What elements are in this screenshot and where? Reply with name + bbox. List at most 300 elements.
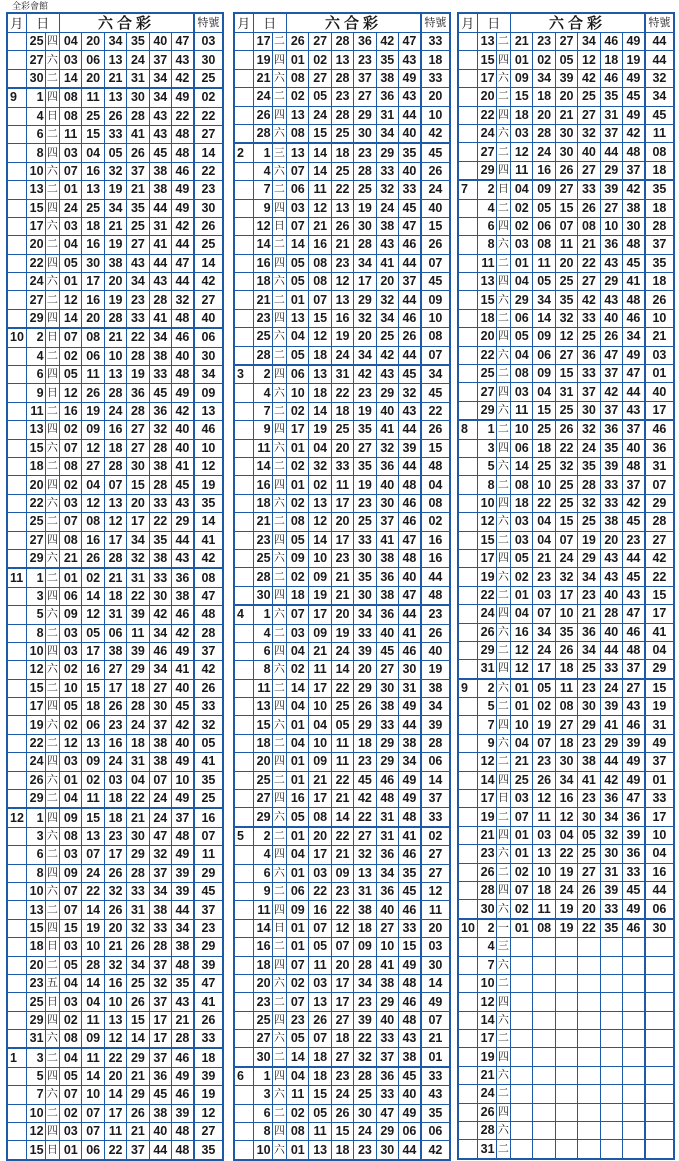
day-cell: 18 bbox=[477, 309, 496, 327]
draw-row bbox=[458, 660, 674, 679]
number-cell bbox=[533, 1103, 555, 1121]
number-cell bbox=[511, 1066, 533, 1084]
special-number-cell: 32 bbox=[194, 716, 223, 734]
draw-row bbox=[458, 734, 674, 752]
month-cell bbox=[7, 236, 26, 254]
special-number-cell: 31 bbox=[645, 716, 674, 734]
draw-row bbox=[7, 347, 223, 365]
number-cell: 49 bbox=[171, 384, 193, 402]
month-cell bbox=[7, 291, 26, 309]
number-cell: 17 bbox=[127, 513, 149, 531]
special-number-cell: 25 bbox=[194, 236, 223, 254]
number-cell: 25 bbox=[533, 457, 555, 475]
number-cell: 01 bbox=[287, 716, 309, 734]
draw-row bbox=[234, 199, 450, 217]
number-cell: 44 bbox=[622, 383, 644, 401]
number-cell: 47 bbox=[149, 827, 171, 845]
weekday-cell: 六 bbox=[496, 346, 511, 364]
number-cell: 22 bbox=[149, 513, 171, 531]
special-number-cell: 09 bbox=[421, 291, 450, 309]
special-number-cell: 01 bbox=[645, 771, 674, 789]
weekday-cell: 四 bbox=[496, 771, 511, 789]
special-number-cell: 19 bbox=[194, 476, 223, 494]
number-cell: 21 bbox=[127, 808, 149, 827]
number-cell bbox=[600, 974, 622, 992]
number-cell: 05 bbox=[287, 346, 309, 365]
month-cell bbox=[458, 33, 477, 51]
month-cell bbox=[7, 974, 26, 992]
number-cell: 39 bbox=[600, 457, 622, 475]
special-number-cell: 26 bbox=[645, 291, 674, 309]
number-cell: 47 bbox=[171, 33, 193, 51]
number-cell: 07 bbox=[149, 771, 171, 789]
draw-row bbox=[234, 69, 450, 87]
draw-row bbox=[7, 606, 223, 624]
day-cell: 8 bbox=[26, 864, 45, 882]
number-cell: 08 bbox=[287, 1123, 309, 1141]
number-cell: 34 bbox=[555, 771, 577, 789]
draw-row bbox=[234, 402, 450, 420]
number-cell: 38 bbox=[171, 938, 193, 956]
day-cell: 17 bbox=[26, 698, 45, 716]
weekday-cell: 二 bbox=[45, 568, 60, 587]
number-cell: 30 bbox=[354, 217, 376, 235]
month-cell bbox=[458, 383, 477, 401]
number-cell: 07 bbox=[60, 328, 82, 347]
number-cell bbox=[600, 938, 622, 956]
special-number-cell: 25 bbox=[194, 69, 223, 88]
number-cell: 08 bbox=[60, 457, 82, 475]
number-cell: 01 bbox=[511, 51, 533, 69]
day-cell: 31 bbox=[26, 1030, 45, 1049]
weekday-cell: 六 bbox=[272, 661, 287, 679]
number-cell: 02 bbox=[533, 698, 555, 716]
draw-row bbox=[458, 401, 674, 420]
weekday-cell: 二 bbox=[272, 457, 287, 475]
number-cell: 38 bbox=[376, 698, 398, 716]
weekday-cell: 二 bbox=[496, 531, 511, 549]
number-cell: 48 bbox=[398, 549, 420, 567]
draw-row bbox=[458, 974, 674, 992]
number-cell: 05 bbox=[533, 199, 555, 217]
number-cell: 33 bbox=[376, 162, 398, 180]
day-cell: 1 bbox=[253, 143, 272, 162]
number-cell bbox=[622, 1030, 644, 1048]
number-cell: 09 bbox=[82, 753, 104, 771]
number-cell: 46 bbox=[171, 162, 193, 180]
weekday-cell: 六 bbox=[272, 439, 287, 457]
number-cell: 43 bbox=[376, 365, 398, 384]
day-cell: 20 bbox=[253, 753, 272, 771]
number-cell bbox=[511, 1103, 533, 1121]
special-number-cell: 45 bbox=[421, 143, 450, 162]
draw-row bbox=[234, 624, 450, 642]
number-cell: 24 bbox=[600, 679, 622, 698]
number-cell: 07 bbox=[104, 476, 126, 494]
day-cell: 11 bbox=[477, 254, 496, 272]
number-cell: 27 bbox=[149, 679, 171, 697]
number-cell: 25 bbox=[578, 88, 600, 106]
number-cell: 25 bbox=[354, 1086, 376, 1104]
number-cell: 04 bbox=[511, 180, 533, 199]
draw-row bbox=[234, 993, 450, 1011]
number-cell: 05 bbox=[60, 1067, 82, 1085]
number-cell: 34 bbox=[398, 753, 420, 771]
number-cell: 27 bbox=[331, 1011, 353, 1029]
day-cell: 5 bbox=[477, 457, 496, 475]
day-cell: 4 bbox=[253, 846, 272, 864]
draw-row bbox=[234, 586, 450, 605]
draw-row bbox=[234, 384, 450, 402]
number-cell: 37 bbox=[578, 383, 600, 401]
number-cell: 24 bbox=[127, 51, 149, 69]
day-cell: 15 bbox=[477, 531, 496, 549]
month-cell bbox=[234, 1048, 253, 1067]
draw-row bbox=[7, 33, 223, 51]
number-cell: 29 bbox=[354, 291, 376, 309]
number-cell: 28 bbox=[127, 107, 149, 125]
weekday-cell: 二 bbox=[496, 586, 511, 604]
number-cell: 04 bbox=[511, 734, 533, 752]
special-number-cell: 33 bbox=[421, 808, 450, 827]
number-cell: 04 bbox=[60, 33, 82, 51]
draw-row bbox=[7, 1011, 223, 1029]
number-cell: 04 bbox=[287, 734, 309, 752]
month-cell bbox=[458, 106, 477, 124]
weekday-cell: 四 bbox=[272, 51, 287, 69]
number-cell: 14 bbox=[82, 1067, 104, 1085]
number-cell: 19 bbox=[555, 863, 577, 881]
weekday-cell: 日 bbox=[272, 919, 287, 937]
number-cell: 15 bbox=[127, 1011, 149, 1029]
weekday-cell: 四 bbox=[45, 1123, 60, 1141]
number-cell: 35 bbox=[398, 143, 420, 162]
weekday-cell: 六 bbox=[45, 51, 60, 69]
number-cell: 20 bbox=[82, 309, 104, 328]
number-cell: 32 bbox=[376, 291, 398, 309]
number-cell: 49 bbox=[398, 69, 420, 87]
number-cell: 25 bbox=[578, 845, 600, 863]
weekday-cell: 四 bbox=[272, 586, 287, 605]
number-cell: 18 bbox=[309, 1067, 331, 1086]
special-number-cell: 33 bbox=[421, 1067, 450, 1086]
weekday-cell: 四 bbox=[45, 33, 60, 51]
day-cell: 20 bbox=[253, 974, 272, 992]
day-cell: 6 bbox=[253, 642, 272, 660]
special-number-cell: 41 bbox=[645, 623, 674, 641]
number-cell: 09 bbox=[82, 1030, 104, 1049]
number-cell: 14 bbox=[309, 143, 331, 162]
day-cell: 10 bbox=[26, 162, 45, 180]
number-cell: 17 bbox=[287, 421, 309, 439]
number-cell: 29 bbox=[354, 679, 376, 697]
number-cell: 27 bbox=[578, 863, 600, 881]
number-cell: 18 bbox=[104, 439, 126, 457]
month-cell bbox=[7, 938, 26, 956]
number-cell: 42 bbox=[171, 69, 193, 88]
day-cell: 14 bbox=[477, 771, 496, 789]
weekday-cell: 四 bbox=[272, 199, 287, 217]
number-cell: 12 bbox=[533, 790, 555, 808]
weekday-cell: 六 bbox=[272, 273, 287, 291]
draw-row bbox=[7, 476, 223, 494]
draw-row bbox=[7, 846, 223, 864]
number-cell: 01 bbox=[511, 826, 533, 844]
weekday-cell: 二 bbox=[496, 365, 511, 383]
number-cell: 26 bbox=[127, 993, 149, 1011]
number-cell: 22 bbox=[104, 1141, 126, 1160]
month-cell bbox=[458, 328, 477, 346]
number-cell: 04 bbox=[287, 642, 309, 660]
draw-row bbox=[7, 1104, 223, 1122]
special-number-cell: 45 bbox=[194, 882, 223, 900]
number-cell: 47 bbox=[622, 790, 644, 808]
number-cell: 29 bbox=[127, 661, 149, 679]
month-cell bbox=[234, 808, 253, 827]
day-cell: 20 bbox=[26, 236, 45, 254]
number-cell: 43 bbox=[149, 107, 171, 125]
draw-row bbox=[234, 421, 450, 439]
number-cell: 10 bbox=[511, 420, 533, 439]
weekday-cell: 二 bbox=[496, 199, 511, 217]
number-cell: 19 bbox=[82, 402, 104, 420]
number-cell bbox=[600, 1140, 622, 1159]
month-cell bbox=[7, 827, 26, 845]
day-cell: 24 bbox=[477, 1085, 496, 1103]
number-cell: 02 bbox=[60, 661, 82, 679]
number-cell: 17 bbox=[104, 846, 126, 864]
number-cell: 49 bbox=[171, 199, 193, 217]
special-number-cell: 17 bbox=[645, 808, 674, 826]
number-cell: 35 bbox=[555, 291, 577, 309]
number-cell: 38 bbox=[149, 347, 171, 365]
day-cell: 21 bbox=[477, 1066, 496, 1084]
number-cell: 34 bbox=[533, 623, 555, 641]
number-cell: 18 bbox=[331, 143, 353, 162]
number-cell: 20 bbox=[331, 956, 353, 974]
weekday-cell: 四 bbox=[45, 421, 60, 439]
special-number-cell: 12 bbox=[421, 882, 450, 900]
month-cell: 7 bbox=[458, 180, 477, 199]
draw-row bbox=[234, 1123, 450, 1141]
number-cell: 14 bbox=[60, 69, 82, 88]
draw-row bbox=[7, 1086, 223, 1104]
weekday-cell: 二 bbox=[272, 679, 287, 697]
weekday-cell: 四 bbox=[496, 1103, 511, 1121]
number-cell: 10 bbox=[104, 993, 126, 1011]
number-cell: 41 bbox=[578, 771, 600, 789]
number-cell: 46 bbox=[149, 642, 171, 660]
number-cell: 09 bbox=[287, 549, 309, 567]
number-cell: 49 bbox=[622, 346, 644, 364]
number-cell: 33 bbox=[149, 919, 171, 937]
weekday-cell: 日 bbox=[45, 328, 60, 347]
weekday-cell: 六 bbox=[272, 69, 287, 87]
number-cell: 40 bbox=[600, 309, 622, 327]
draw-row bbox=[7, 587, 223, 605]
number-cell: 47 bbox=[398, 33, 420, 51]
special-number-cell: 23 bbox=[194, 181, 223, 199]
month-cell bbox=[234, 661, 253, 679]
number-cell: 44 bbox=[149, 1141, 171, 1160]
number-cell: 33 bbox=[127, 882, 149, 900]
number-cell: 37 bbox=[149, 993, 171, 1011]
number-cell: 33 bbox=[104, 125, 126, 143]
number-cell: 18 bbox=[555, 660, 577, 679]
number-cell: 37 bbox=[622, 420, 644, 439]
number-cell: 38 bbox=[149, 734, 171, 752]
number-cell: 20 bbox=[331, 513, 353, 531]
number-cell: 11 bbox=[82, 88, 104, 107]
number-cell: 16 bbox=[555, 790, 577, 808]
number-cell bbox=[622, 1048, 644, 1066]
number-cell bbox=[600, 1048, 622, 1066]
number-cell bbox=[578, 1122, 600, 1140]
number-cell: 19 bbox=[533, 716, 555, 734]
draw-row bbox=[234, 124, 450, 143]
number-cell: 10 bbox=[309, 698, 331, 716]
number-cell: 23 bbox=[354, 993, 376, 1011]
number-cell: 22 bbox=[309, 882, 331, 900]
special-number-cell bbox=[645, 974, 674, 992]
special-number-cell: 16 bbox=[194, 808, 223, 827]
number-cell: 38 bbox=[622, 199, 644, 217]
month-cell bbox=[458, 881, 477, 899]
number-cell: 49 bbox=[398, 771, 420, 789]
day-cell: 29 bbox=[477, 401, 496, 420]
number-cell: 46 bbox=[171, 606, 193, 624]
day-cell: 15 bbox=[26, 679, 45, 697]
day-cell: 23 bbox=[253, 993, 272, 1011]
number-cell: 31 bbox=[376, 808, 398, 827]
number-cell: 07 bbox=[60, 439, 82, 457]
number-cell: 29 bbox=[376, 384, 398, 402]
number-cell: 19 bbox=[127, 366, 149, 384]
number-cell: 11 bbox=[104, 1123, 126, 1141]
month-cell bbox=[7, 199, 26, 217]
number-cell: 26 bbox=[398, 328, 420, 346]
draw-row bbox=[7, 624, 223, 642]
number-cell: 24 bbox=[331, 346, 353, 365]
day-cell: 23 bbox=[477, 845, 496, 863]
number-cell: 38 bbox=[398, 1048, 420, 1067]
weekday-cell: 二 bbox=[496, 254, 511, 272]
month-cell bbox=[234, 33, 253, 51]
header-row bbox=[7, 13, 223, 33]
number-cell: 44 bbox=[600, 641, 622, 659]
draw-row bbox=[458, 273, 674, 291]
number-cell: 41 bbox=[149, 309, 171, 328]
number-cell: 10 bbox=[171, 771, 193, 789]
number-cell: 26 bbox=[354, 698, 376, 716]
day-cell: 29 bbox=[26, 1011, 45, 1029]
month-cell bbox=[234, 421, 253, 439]
day-cell: 4 bbox=[253, 384, 272, 402]
weekday-cell: 四 bbox=[45, 144, 60, 162]
number-cell: 06 bbox=[82, 51, 104, 69]
special-number-cell: 02 bbox=[194, 88, 223, 107]
number-cell: 37 bbox=[600, 365, 622, 383]
number-cell: 40 bbox=[149, 1123, 171, 1141]
special-number-cell: 26 bbox=[421, 162, 450, 180]
day-cell: 10 bbox=[26, 882, 45, 900]
special-number-cell: 10 bbox=[421, 106, 450, 124]
number-cell: 23 bbox=[104, 827, 126, 845]
month-cell bbox=[458, 1140, 477, 1159]
number-cell: 22 bbox=[555, 845, 577, 863]
month-cell bbox=[7, 347, 26, 365]
day-cell: 16 bbox=[253, 476, 272, 494]
number-cell: 18 bbox=[511, 106, 533, 124]
month-cell bbox=[7, 679, 26, 697]
number-cell: 22 bbox=[578, 919, 600, 938]
number-cell: 28 bbox=[104, 309, 126, 328]
draw-row bbox=[458, 863, 674, 881]
weekday-cell: 一 bbox=[496, 919, 511, 938]
number-cell: 14 bbox=[331, 808, 353, 827]
special-number-cell: 10 bbox=[194, 439, 223, 457]
special-number-cell: 07 bbox=[421, 1011, 450, 1029]
weekday-cell: 四 bbox=[496, 605, 511, 623]
number-cell bbox=[622, 1011, 644, 1029]
day-cell: 7 bbox=[477, 956, 496, 974]
number-cell: 37 bbox=[354, 69, 376, 87]
number-cell: 35 bbox=[555, 623, 577, 641]
number-cell: 15 bbox=[309, 1086, 331, 1104]
day-cell: 16 bbox=[253, 254, 272, 272]
special-number-cell: 26 bbox=[194, 1011, 223, 1029]
number-cell bbox=[555, 1030, 577, 1048]
number-cell: 18 bbox=[127, 679, 149, 697]
number-cell: 21 bbox=[578, 605, 600, 623]
number-cell: 02 bbox=[287, 88, 309, 106]
day-cell: 20 bbox=[26, 476, 45, 494]
draw-row bbox=[7, 734, 223, 752]
number-cell: 20 bbox=[354, 661, 376, 679]
special-number-cell: 22 bbox=[194, 162, 223, 180]
number-cell bbox=[511, 938, 533, 956]
number-cell bbox=[600, 1066, 622, 1084]
number-cell: 49 bbox=[398, 790, 420, 808]
number-cell: 26 bbox=[104, 901, 126, 919]
day-cell: 21 bbox=[253, 513, 272, 531]
special-number-cell: 02 bbox=[421, 513, 450, 531]
month-cell: 6 bbox=[234, 1067, 253, 1086]
number-cell: 33 bbox=[376, 716, 398, 734]
number-cell: 28 bbox=[149, 938, 171, 956]
number-cell: 20 bbox=[600, 531, 622, 549]
number-cell: 07 bbox=[331, 938, 353, 956]
day-cell: 13 bbox=[26, 421, 45, 439]
weekday-cell: 六 bbox=[272, 864, 287, 882]
draw-row bbox=[234, 661, 450, 679]
number-cell: 17 bbox=[331, 531, 353, 549]
number-cell: 49 bbox=[398, 1104, 420, 1122]
number-cell: 01 bbox=[511, 254, 533, 272]
weekday-cell: 六 bbox=[496, 623, 511, 641]
number-cell: 02 bbox=[287, 402, 309, 420]
weekday-cell: 二 bbox=[45, 956, 60, 974]
weekday-cell: 日 bbox=[45, 107, 60, 125]
day-cell: 20 bbox=[26, 956, 45, 974]
number-cell: 03 bbox=[309, 974, 331, 992]
number-cell: 26 bbox=[331, 217, 353, 235]
weekday-cell: 二 bbox=[272, 771, 287, 789]
special-number-cell: 47 bbox=[194, 974, 223, 992]
weekday-cell: 二 bbox=[272, 346, 287, 365]
draw-row bbox=[458, 623, 674, 641]
weekday-cell: 六 bbox=[496, 69, 511, 87]
